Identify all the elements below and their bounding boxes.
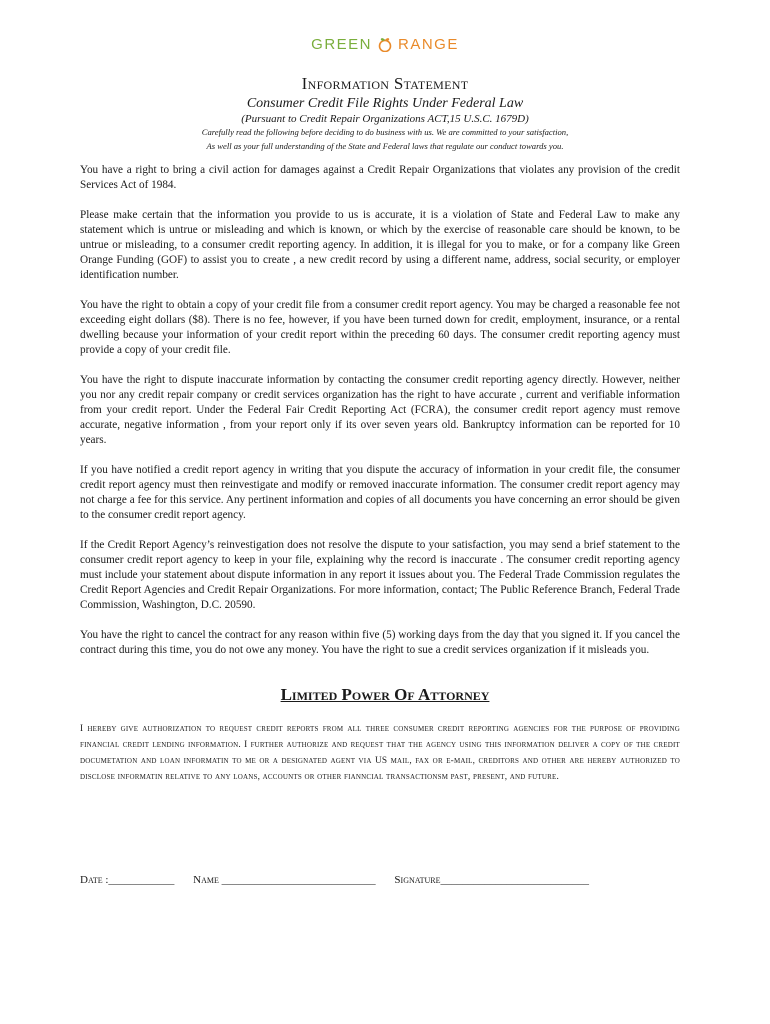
rights-paragraph: You have a right to bring a civil action for damages against a Credit Repair Organizations that violates any provision of the credit Services Act of 1984.	[80, 164, 680, 191]
power-of-attorney-text: I hereby give authorization to request credit reports from all three consumer credit reporting agencies for the purpose of providing financial credit lending information. I further authorize and request that the agency using this information deliver a copy of the credit documetation and loan informatin to me or a designated agent via US mail, fax or e-mail, creditors and other are hereby authorized to disclose informatin relative to any loans, accounts or other fianncial transactionsm past, present, and future.	[80, 724, 680, 782]
intro-note-line-1: Carefully read the following before deciding to do business with us. We are committed to your satisfaction,	[201, 127, 569, 137]
date-field[interactable]: Date :____________	[80, 874, 175, 886]
page-subtitle: Consumer Credit File Rights Under Federal Law	[246, 96, 524, 111]
intro-note-line-2: As well as your full understanding of the State and Federal laws that regulate our conduct towards you.	[206, 141, 564, 151]
orange-fruit-icon	[377, 36, 393, 52]
signature-row	[80, 874, 680, 886]
logo-text-orange: RANGE	[398, 36, 459, 53]
rights-paragraph: You have the right to obtain a copy of your credit file from a consumer credit report agency. You may be charged a reasonable fee not exceeding eight dollars ($8). There is no fee, however, if you have been turned down for credit, employment, insurance, or a rental dwelling because your information of your credit report within the preceding 60 days. The consumer credit reporting agency must provide a copy of your credit file.	[80, 299, 680, 356]
rights-body	[80, 163, 680, 673]
signature-field[interactable]: Signature___________________________	[394, 874, 590, 886]
rights-paragraph: You have the right to dispute inaccurate information by contacting the consumer credit reporting agency directly. However, neither you nor any credit repair company or credit services organization has the right to have accurate , current and verifiable information from your credit report. Under the Federal Fair Credit Reporting Act (FCRA), the consumer credit report agency must remove accurate, negative information , from your report only if its over seven years old. Bankruptcy information can be reported for 10 years.	[80, 374, 680, 446]
rights-paragraph: Please make certain that the information you provide to us is accurate, it is a violation of State and Federal Law to make any statement which is untrue or misleading and which is known, or which by the exercise of reasonable care should be known, to be untrue or misleading, to a consumer credit reporting agency. In addition, it is illegal for you to make, or for a company like Green Orange Funding (GOF) to assist you to create , a new credit record by using a different name, address, social security, or employer identification number.	[80, 209, 680, 281]
company-logo	[0, 36, 770, 54]
page-title: Information Statement	[301, 74, 469, 93]
statute-reference: (Pursuant to Credit Repair Organizations ACT,15 U.S.C. 1679D)	[241, 113, 529, 125]
rights-paragraph: If the Credit Report Agency’s reinvestigation does not resolve the dispute to your satisfaction, you may send a brief statement to the consumer credit report agency to keep in your file, explaining why the record is inaccurate . The consumer credit reporting agency must include your statement about dispute information in any report it issues about you. The Federal Trade Commission regulates the Credit Report Agencies and Credit Repair Organizations. For more information, contact; The Public Reference Branch, Federal Trade Commission, Washington, D.C. 20590.	[80, 539, 680, 611]
power-of-attorney-title: Limited Power Of Attorney	[280, 685, 490, 704]
name-field[interactable]: Name ____________________________	[193, 874, 376, 886]
rights-paragraph: You have the right to cancel the contract for any reason within five (5) working days from the day that you signed it. If you cancel the contract during this time, you do not owe any money. You have the right to sue a credit services organization if it misleads you.	[80, 629, 680, 656]
rights-paragraph: If you have notified a credit report agency in writing that you dispute the accuracy of information in your credit file, the consumer credit report agency must then reinvestigate and modify or removed inaccurate information. The consumer credit report agency may not charge a fee for this service. Any pertinent information and copies of all documents you have concerning an error should be given to the consumer credit report agency.	[80, 464, 680, 521]
logo-text-green: GREEN	[311, 36, 372, 53]
